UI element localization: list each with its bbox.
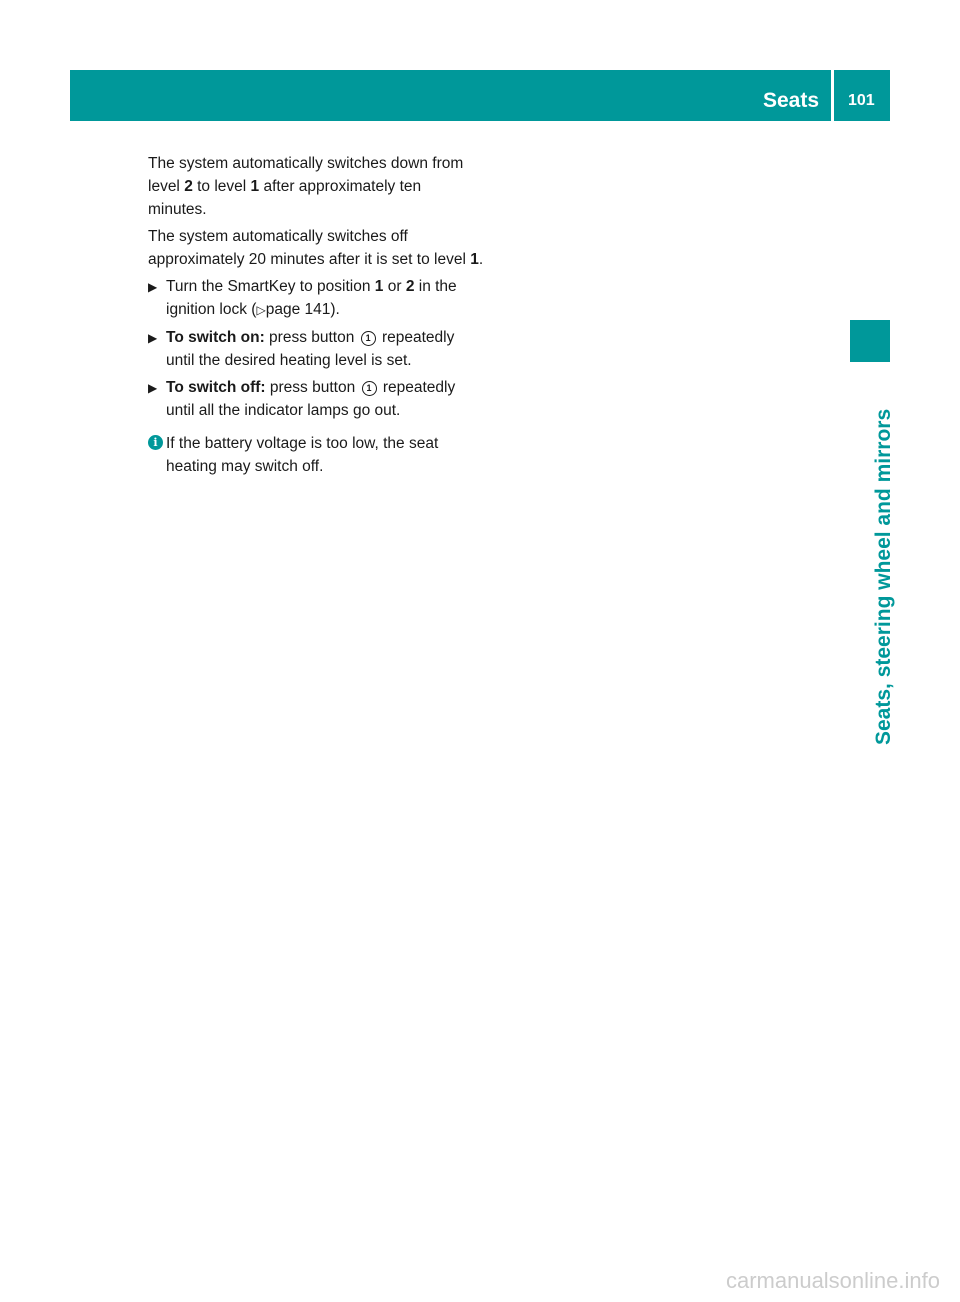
text: press button: [265, 379, 360, 396]
triangle-right-icon: ▶: [148, 381, 158, 395]
text: or: [383, 278, 406, 295]
button-1-callout-icon: 1: [361, 331, 376, 346]
level-2: 2: [184, 178, 193, 195]
triangle-right-icon: ▶: [148, 280, 158, 294]
text: The system automatically switches down from level: [148, 155, 464, 195]
position-1: 1: [374, 278, 384, 295]
text: Turn the SmartKey to position: [166, 278, 375, 295]
button-1-callout-icon: 1: [362, 381, 377, 396]
text: .: [478, 251, 484, 268]
watermark: carmanualsonline.info: [725, 1268, 940, 1293]
info-text: If the battery voltage is too low, the seat heating may switch off.: [166, 435, 439, 475]
side-tab-marker: [850, 320, 890, 362]
page-reference-arrow-icon: ▷: [256, 303, 266, 317]
level-1: 1: [250, 178, 260, 195]
page-content: [148, 152, 484, 478]
text: to level: [192, 178, 251, 195]
step-switch-off: [148, 376, 484, 422]
text: ).: [330, 301, 340, 318]
text: repeatedly until all the indicator lamps go out.: [166, 379, 456, 419]
step-label: To switch off:: [166, 379, 266, 396]
text: repeatedly until the desired heating level is set.: [166, 329, 455, 369]
page-number: 101: [848, 92, 875, 109]
text: after approximately ten minutes.: [148, 178, 422, 218]
triangle-right-icon: ▶: [148, 331, 158, 345]
header-section-title: Seats: [763, 89, 820, 112]
info-note: [148, 432, 484, 478]
step-switch-on: [148, 326, 484, 372]
step-label: To switch on:: [166, 329, 265, 346]
paragraph-switch-down: [148, 152, 484, 221]
info-icon: i: [148, 435, 163, 450]
position-2: 2: [405, 278, 415, 295]
text: press button: [264, 329, 359, 346]
level-1: 1: [470, 251, 479, 268]
header-divider: [831, 70, 834, 121]
text: The system automatically switches off approximately 20 minutes after it is set to level: [148, 228, 471, 268]
page-reference-link[interactable]: page 141: [265, 301, 331, 318]
paragraph-switch-off: [148, 225, 484, 271]
side-chapter-title: Seats, steering wheel and mirrors: [872, 408, 895, 745]
text: in the ignition lock (: [166, 278, 457, 318]
step-turn-smartkey: [148, 275, 484, 322]
